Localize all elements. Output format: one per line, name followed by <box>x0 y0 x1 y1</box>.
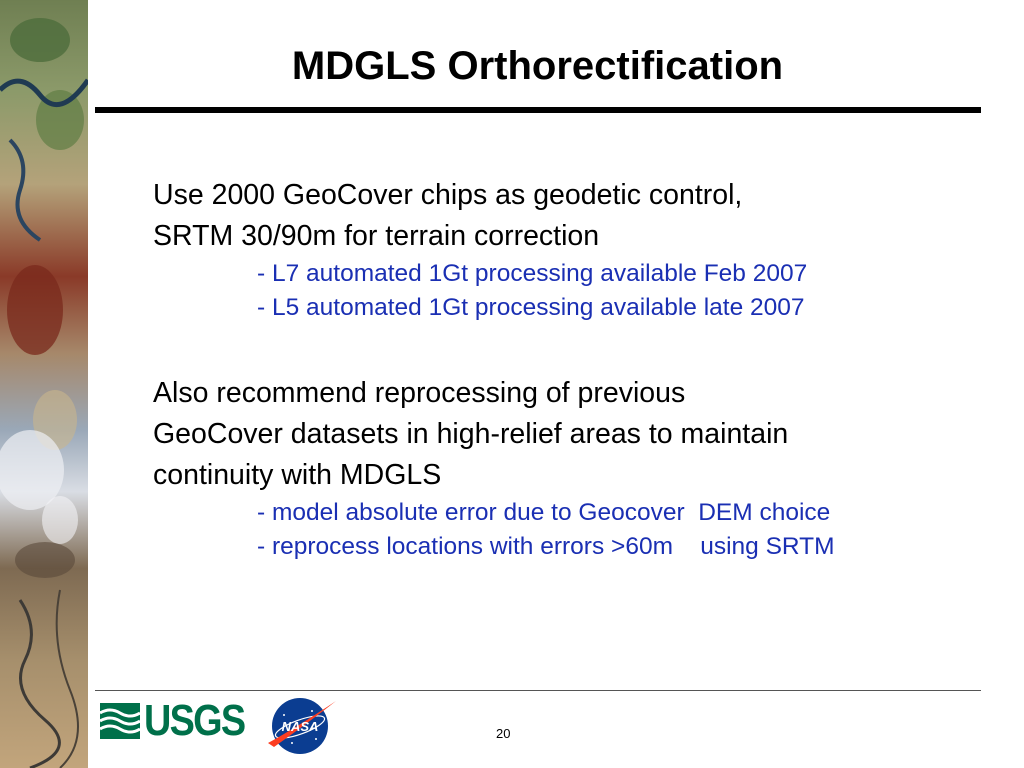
usgs-wave-icon <box>100 701 140 741</box>
usgs-logo <box>100 697 261 745</box>
block1-line-1: Use 2000 GeoCover chips as geodetic control, <box>153 179 743 211</box>
block1-bullet-1: - L7 automated 1Gt processing available Feb 2007 <box>257 260 808 287</box>
usgs-logo-text: USGS <box>144 696 245 745</box>
satellite-image-strip <box>0 0 88 768</box>
block2-line-2: GeoCover datasets in high-relief areas to maintain <box>153 418 789 450</box>
slide-body <box>153 175 973 564</box>
nasa-logo-text: NASA <box>281 719 319 734</box>
block1-line-2: SRTM 30/90m for terrain correction <box>153 220 600 252</box>
footer-divider <box>95 690 981 691</box>
satellite-imagery <box>0 0 88 768</box>
title-divider <box>95 107 981 113</box>
page-number: 20 <box>496 726 511 741</box>
block2-line-1: Also recommend reprocessing of previous <box>153 377 686 409</box>
slide-title: MDGLS Orthorectification <box>291 44 784 88</box>
paragraph-gap <box>153 325 973 373</box>
block2-bullet-1: - model absolute error due to Geocover DEM choice <box>257 499 831 526</box>
block2-line-3: continuity with MDGLS <box>153 459 442 491</box>
block2-bullet-2: - reprocess locations with errors >60m using SRTM <box>257 533 835 560</box>
nasa-meatball-logo <box>264 693 340 757</box>
block1-bullet-2: - L5 automated 1Gt processing available late 2007 <box>257 294 805 321</box>
